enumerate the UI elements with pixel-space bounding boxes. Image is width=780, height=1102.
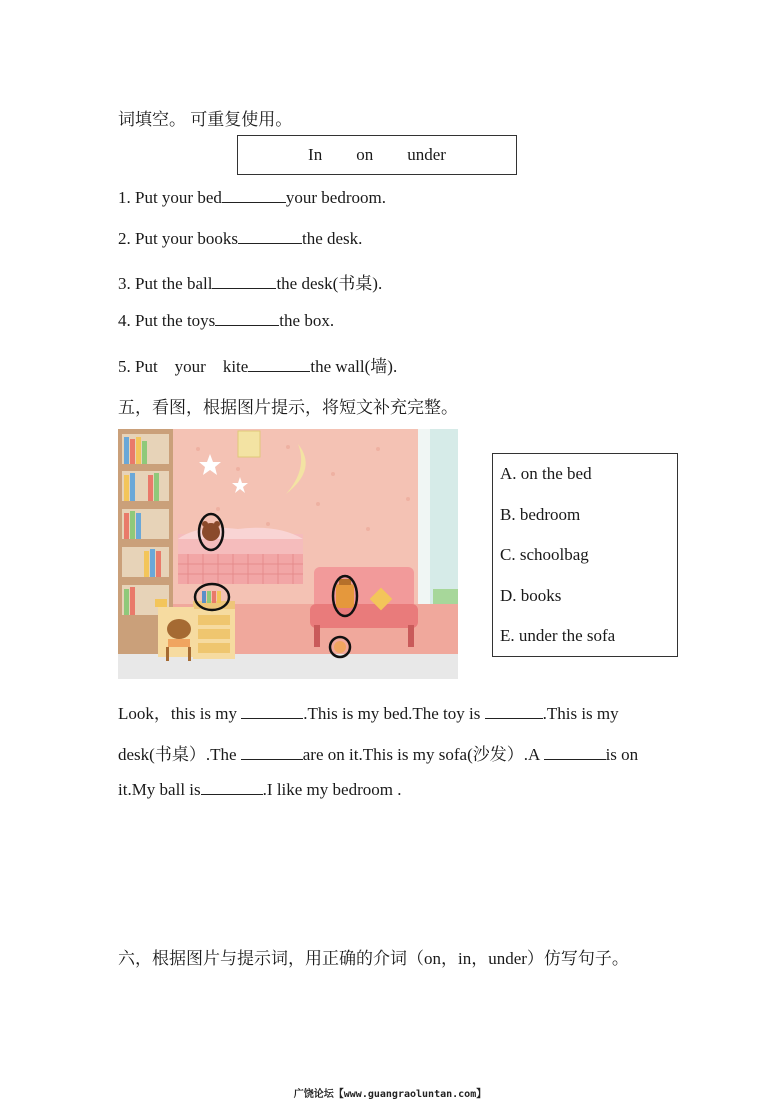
sentence-3-after: the desk(书桌). (276, 274, 383, 293)
sentence-1-blank[interactable] (222, 188, 286, 203)
sentence-1 (118, 188, 386, 208)
word-bank-box (237, 135, 517, 175)
sentence-2 (118, 229, 362, 249)
sentence-4-after: the box. (279, 311, 335, 330)
option-b: B. bedroom (500, 505, 581, 524)
passage-blank-4[interactable] (544, 745, 606, 760)
passage-text: .This is my bed.The toy is (303, 704, 485, 723)
sentence-5 (118, 352, 397, 377)
passage-text: .I like my bedroom . (262, 780, 402, 799)
sentence-1-before: 1. Put your bed (118, 188, 222, 207)
sentence-2-before: 2. Put your books (118, 229, 238, 248)
passage-blank-2[interactable] (485, 704, 543, 719)
sentence-5-after: the wall(墙). (310, 357, 398, 376)
passage-line-2 (118, 740, 638, 765)
footer-watermark: 广饶论坛【www.guangraoluntan.com】 (293, 1089, 487, 1100)
passage-text: are on it.This is my sofa(沙发）.A (302, 745, 544, 764)
section-5-title: 五，看图，根据图片提示，将短文补充完整。 (118, 398, 458, 417)
word-bank-on: on (356, 145, 374, 164)
passage-text: .This is my (542, 704, 619, 723)
sentence-3-blank[interactable] (212, 274, 276, 289)
passage-line-1 (118, 699, 619, 724)
passage-text: it.My ball is (118, 780, 201, 799)
passage-blank-1[interactable] (241, 704, 303, 719)
word-bank-in: In (308, 145, 323, 164)
bedroom-illustration (118, 429, 458, 679)
sentence-2-blank[interactable] (238, 229, 302, 244)
options-box (492, 453, 678, 657)
sentence-3-before: 3. Put the ball (118, 274, 213, 293)
sentence-2-after: the desk. (301, 229, 363, 248)
option-a: A. on the bed (500, 464, 592, 483)
passage-line-3 (118, 780, 401, 800)
passage-text: Look，this is my (118, 704, 242, 723)
sentence-5-before: 5. Put your kite (118, 357, 249, 376)
option-d: D. books (500, 586, 562, 605)
sentence-4-before: 4. Put the toys (118, 311, 216, 330)
sentence-3 (118, 269, 382, 294)
option-e: E. under the sofa (500, 626, 616, 645)
sentence-4-blank[interactable] (215, 311, 279, 326)
sentence-5-blank[interactable] (248, 357, 310, 372)
intro-text: 词填空。 可重复使用。 (118, 110, 293, 129)
sentence-4 (118, 311, 334, 331)
option-c: C. schoolbag (500, 545, 589, 564)
sentence-1-after: your bedroom. (285, 188, 386, 207)
passage-blank-3[interactable] (241, 745, 303, 760)
passage-text: is on (605, 745, 639, 764)
section-6-title: 六，根据图片与提示词，用正确的介词（on，in，under）仿写句子。 (118, 949, 629, 968)
passage-text: desk(书桌）.The (118, 745, 241, 764)
passage-blank-5[interactable] (201, 780, 263, 795)
word-bank-under: under (407, 145, 446, 164)
